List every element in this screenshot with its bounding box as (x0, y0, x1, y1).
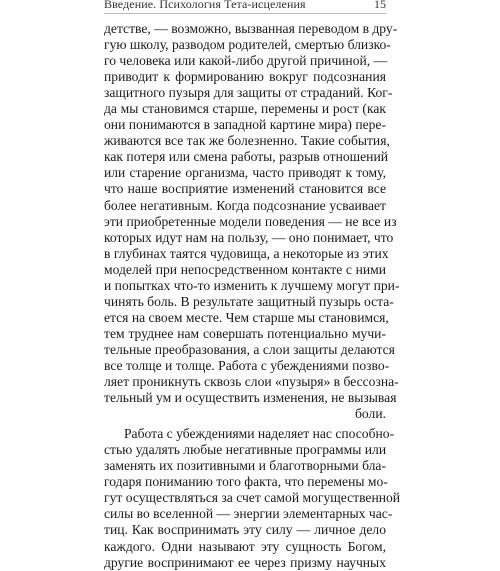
text-line: эти приобретенные модели поведения — не все из (104, 213, 397, 229)
text-line: Работа с убеждениями наделяет нас способно- (124, 426, 395, 442)
paragraph-2 (104, 426, 401, 570)
text-line: ляет проникнуть сквозь слои «пузыря» в бессозна- (104, 374, 399, 390)
running-header (104, 0, 386, 18)
text-line: силы во вселенной — энергии элементарных час- (104, 506, 393, 522)
text-line: ется на своем месте. Чем старше мы становимся, (104, 309, 389, 325)
text-line: или старение организма, часто приводят к тому, (104, 165, 386, 181)
text-line: что наше восприятие изменений становится все (104, 181, 386, 197)
text-line: защитного пузыря для защиты от страданий. Ког- (104, 85, 393, 101)
paragraph-1 (104, 21, 400, 422)
text-line: и попытках что-то изменить к лучшему могут при- (104, 277, 400, 293)
text-line: они понимаются в западной картине мира) пере- (104, 117, 386, 133)
text-line: тиц. Как воспринимать эту силу — личное дело (104, 522, 386, 538)
text-line: боли. (355, 406, 386, 422)
text-line: да мы становимся старше, перемены и рост (как (104, 101, 386, 117)
text-line: живаются все так же болезненно. Такие события, (104, 133, 390, 149)
text-line: как потеря или смена работы, разрыв отношений (104, 149, 388, 165)
text-line: тельные преобразования, а слои защиты делаются (104, 341, 395, 357)
text-line: го человека или какой-либо другой причиной, — (104, 53, 388, 69)
text-line: более негативным. Когда подсознание усваивает (104, 197, 386, 213)
text-line: в глубинах таятся чудовища, а некоторые из этих (104, 245, 389, 261)
text-line: стью удалять любые негативные программы или (104, 442, 387, 458)
body-text (104, 21, 401, 571)
text-line: гут осуществляться за счет самой могущественной (104, 490, 401, 506)
page-number: 15 (374, 0, 386, 11)
text-line: все толще и толще. Работа с убеждениями позво- (104, 357, 390, 373)
text-line: детстве, — возможно, вызванная переводом в дру- (104, 21, 398, 36)
text-line: заменять их позитивными и благотворными бла- (104, 458, 386, 474)
text-line: моделей при непосредственном контакте с ними (104, 261, 386, 277)
text-line: тем труднее нам совершать потенциально мучи- (104, 325, 386, 341)
text-line: другие воспринимают ее через призму научных (104, 554, 386, 570)
text-line: приводит к формированию вокруг подсознания (104, 69, 386, 85)
text-line: тельный ум и осуществить изменения, не вызывая (104, 390, 397, 406)
text-line: гую школу, разводом родителей, смертью близко- (104, 37, 391, 53)
text-line: чинять боль. В результате защитный пузырь оста- (104, 293, 394, 309)
text-line: каждого. Одни называют эту сущность Богом, (104, 538, 386, 554)
text-line: годаря пониманию того факта, что перемены мо- (104, 474, 388, 490)
running-header-title: Введение. Психология Тета-исцеления (104, 0, 306, 11)
header-divider (104, 13, 386, 14)
text-line: которых идут нам на пользу, — оно понимает, что (104, 229, 394, 245)
